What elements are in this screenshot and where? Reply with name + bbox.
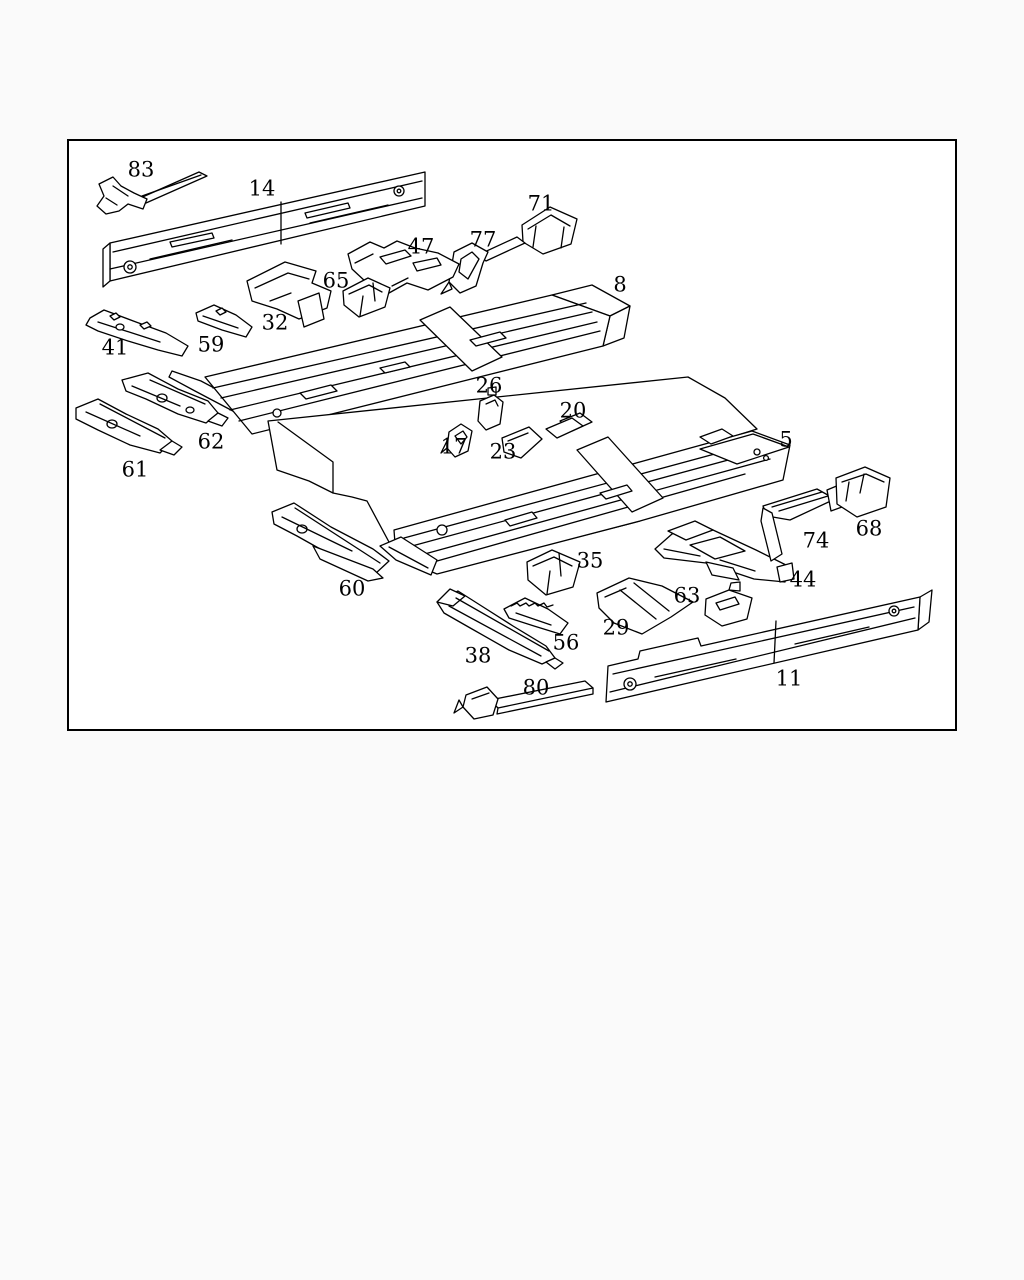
part-63-drawing xyxy=(705,582,752,626)
part-label-61: 61 xyxy=(121,457,149,482)
diagram-artwork xyxy=(69,141,953,727)
part-label-68: 68 xyxy=(855,516,883,541)
part-29-drawing xyxy=(597,578,693,634)
part-label-5: 5 xyxy=(779,427,793,452)
part-label-83: 83 xyxy=(127,157,155,182)
part-60-drawing xyxy=(272,503,389,581)
part-label-14: 14 xyxy=(248,176,276,201)
part-label-32: 32 xyxy=(261,310,289,335)
part-label-20: 20 xyxy=(559,398,587,423)
part-71-drawing xyxy=(522,207,577,254)
diagram-frame xyxy=(67,139,957,731)
part-label-17: 17 xyxy=(440,434,468,459)
part-label-63: 63 xyxy=(673,583,701,608)
part-68-drawing xyxy=(827,467,890,517)
part-label-59: 59 xyxy=(197,332,225,357)
part-41-drawing xyxy=(86,310,188,356)
part-35-drawing xyxy=(527,550,580,595)
part-label-26: 26 xyxy=(475,373,503,398)
part-label-38: 38 xyxy=(464,643,492,668)
part-label-35: 35 xyxy=(576,548,604,573)
part-label-77: 77 xyxy=(469,227,497,252)
part-26-drawing xyxy=(478,387,503,430)
part-label-11: 11 xyxy=(775,666,803,691)
part-74-drawing xyxy=(761,489,835,561)
part-label-71: 71 xyxy=(527,191,555,216)
part-80-drawing xyxy=(454,681,593,719)
part-59-drawing xyxy=(196,305,252,337)
part-label-29: 29 xyxy=(602,615,630,640)
part-label-41: 41 xyxy=(101,335,129,360)
part-label-44: 44 xyxy=(789,567,817,592)
part-32-drawing xyxy=(247,262,331,327)
part-83-drawing xyxy=(97,172,207,214)
part-label-8: 8 xyxy=(613,272,627,297)
part-label-23: 23 xyxy=(489,439,517,464)
part-label-62: 62 xyxy=(197,429,225,454)
part-label-60: 60 xyxy=(338,576,366,601)
part-label-47: 47 xyxy=(407,234,435,259)
part-label-65: 65 xyxy=(322,268,350,293)
part-label-74: 74 xyxy=(802,528,830,553)
part-label-56: 56 xyxy=(552,630,580,655)
part-label-80: 80 xyxy=(522,675,550,700)
